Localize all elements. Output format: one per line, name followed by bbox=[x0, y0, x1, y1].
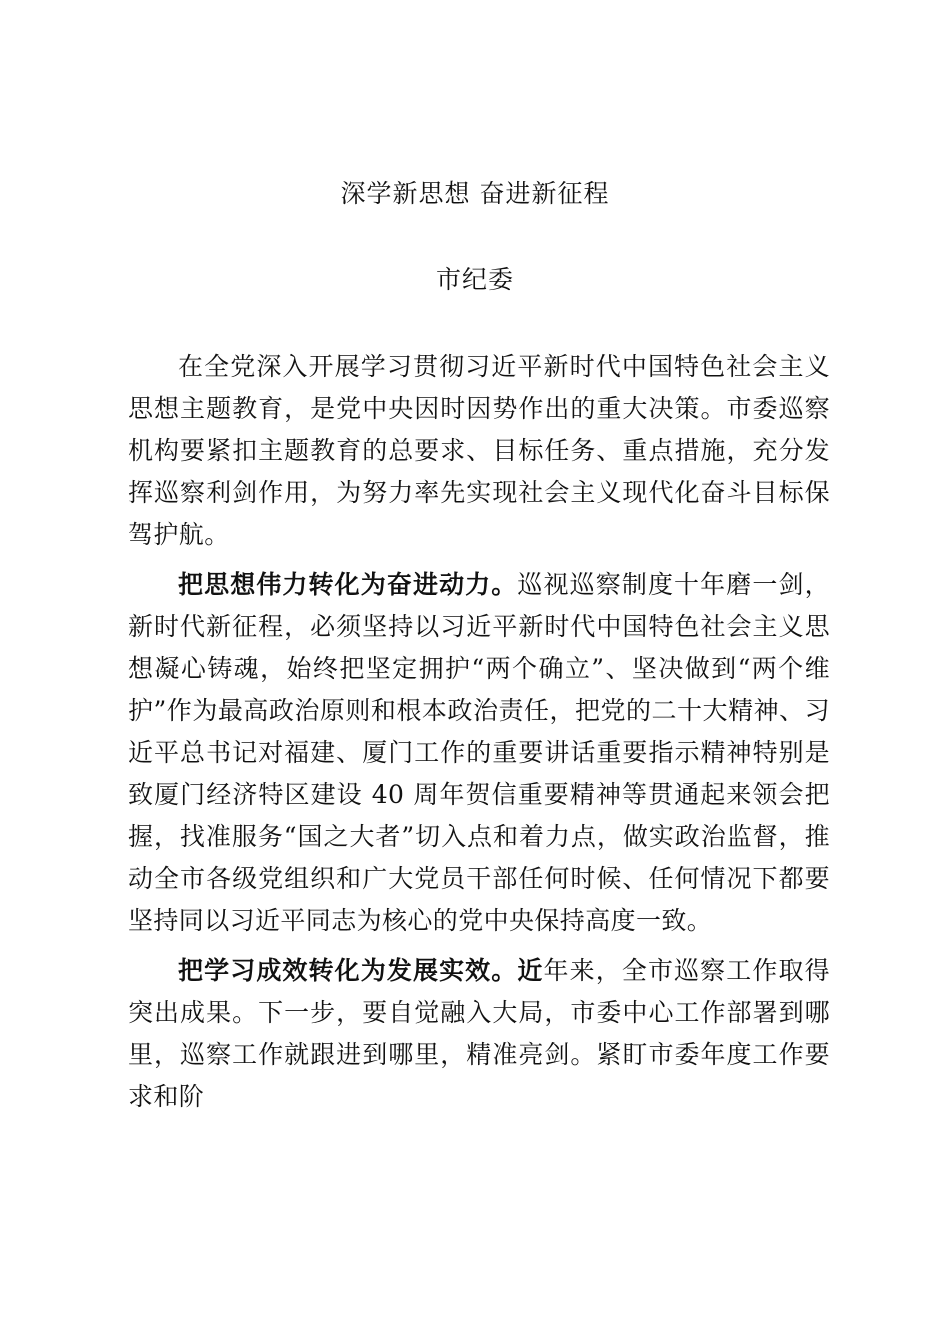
paragraph-lead: 把学习成效转化为发展实效。近 bbox=[178, 956, 544, 985]
paragraph-intro bbox=[128, 346, 830, 556]
paragraph-text: 在全党深入开展学习贯彻习近平新时代中国特色社会主义思想主题教育，是党中央因时因势作出的重大决策。市委巡察机构要紧扣主题教育的总要求、目标任务、重点措施，充分发挥巡察利剑作用，为努力率先实现社会主义现代化奋斗目标保驾护航。 bbox=[128, 352, 830, 549]
paragraph-thought bbox=[128, 564, 830, 942]
paragraph-lead: 把思想伟力转化为奋进动力。 bbox=[178, 570, 518, 599]
document-author: 市纪委 bbox=[435, 265, 514, 294]
paragraph-text: 巡视巡察制度十年磨一剑，新时代新征程，必须坚持以习近平新时代中国特色社会主义思想凝心铸魂，始终把坚定拥护“两个确立”、坚决做到“两个维护”作为最高政治原则和根本政治责任，把党的二十大精神、习近平总书记对福建、厦门工作的重要讲话重要指示精神特别是致厦门经济特区建设 40 周年贺信重要精神等贯通起来领会把握，找准服务“国之大者”切入点和着力点，做实政治监督，推动全市各级党组织和广大党员干部任何时候、任何情况下都要坚持同以习近平同志为核心的党中央保持高度一致。 bbox=[128, 570, 830, 935]
document-title: 深学新思想 奋进新征程 bbox=[340, 179, 610, 208]
document-body bbox=[128, 346, 830, 1126]
paragraph-text: 年来，全市巡察工作取得突出成果。下一步，要自觉融入大局，市委中心工作部署到哪里，巡察工作就跟进到哪里，精准亮剑。紧盯市委年度工作要求和阶 bbox=[128, 956, 830, 1111]
paragraph-study bbox=[128, 950, 830, 1118]
